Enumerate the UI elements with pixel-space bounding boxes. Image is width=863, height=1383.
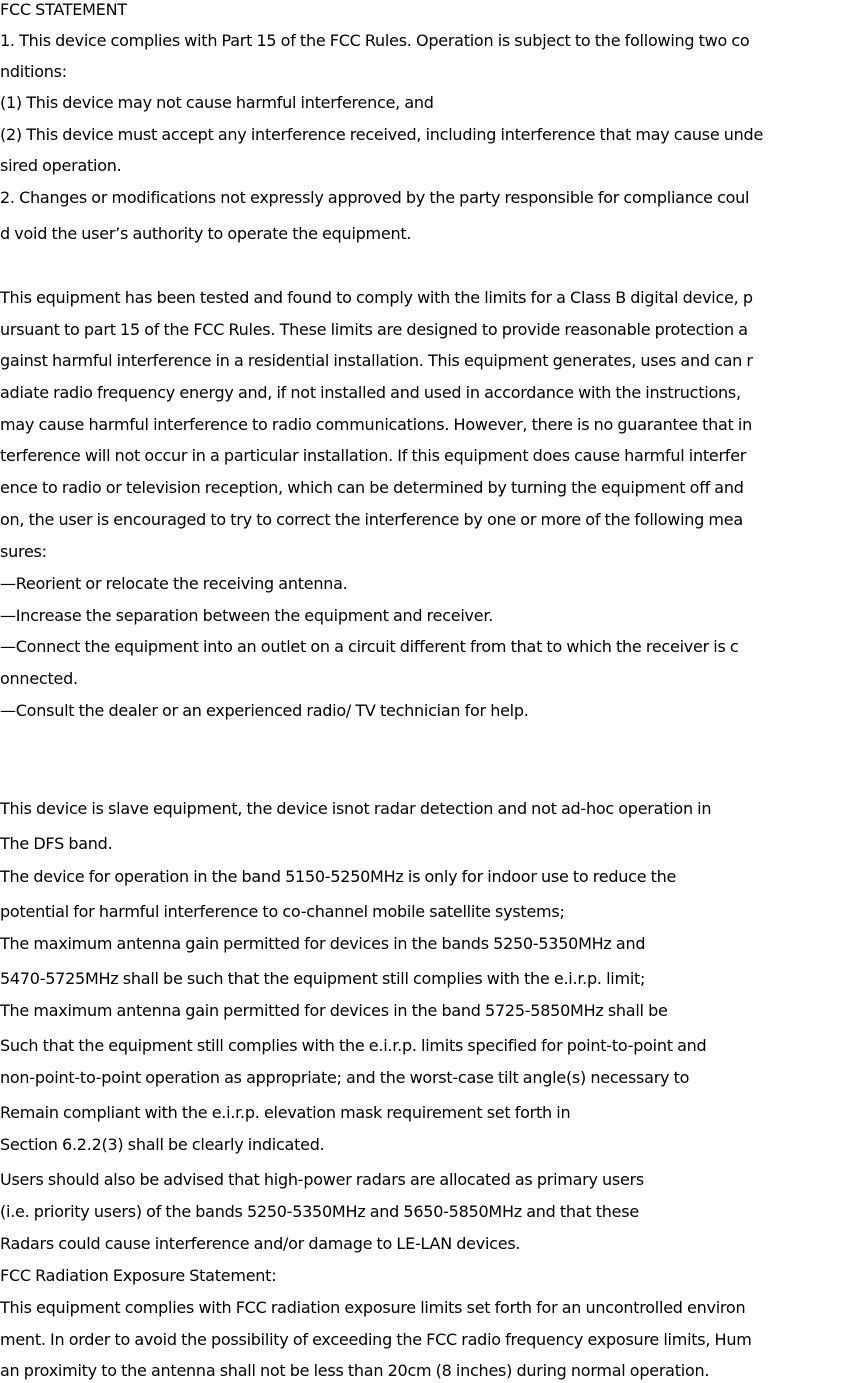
section2-measure-item: —Reorient or relocate the receiving antenna. (0, 574, 348, 593)
section1-item2-line2: d void the user’s authority to operate the equipment. (0, 224, 412, 243)
section3-line: The device for operation in the band 5150-5250MHz is only for indoor use to reduce the (0, 867, 677, 886)
section3-line: non-point-to-point operation as appropriate; and the worst-case tilt angle(s) necessary to (0, 1068, 690, 1087)
section2-line: ursuant to part 15 of the FCC Rules. These limits are designed to provide reasonable protection a (0, 320, 748, 339)
section1-item2-line1: 2. Changes or modifications not expressly approved by the party responsible for compliance coul (0, 188, 750, 207)
section3-line: Such that the equipment still complies with the e.i.r.p. limits specified for point-to-point and (0, 1036, 707, 1055)
section3-line: Users should also be advised that high-power radars are allocated as primary users (0, 1170, 645, 1189)
section2-line: This equipment has been tested and found to comply with the limits for a Class B digital device, p (0, 288, 753, 307)
section3-line: 5470-5725MHz shall be such that the equipment still complies with the e.i.r.p. limit; (0, 969, 646, 988)
section3-line: Remain compliant with the e.i.r.p. elevation mask requirement set forth in (0, 1103, 571, 1122)
radiation-exposure-line: This equipment complies with FCC radiation exposure limits set forth for an uncontrolled environ (0, 1298, 746, 1317)
section3-line: Radars could cause interference and/or damage to LE-LAN devices. (0, 1234, 521, 1253)
section3-line: The DFS band. (0, 834, 113, 853)
section3-line: The maximum antenna gain permitted for devices in the band 5725-5850MHz shall be (0, 1001, 668, 1020)
section3-line: potential for harmful interference to co-channel mobile satellite systems; (0, 902, 565, 921)
section2-line: terference will not occur in a particular installation. If this equipment does cause harmful interfer (0, 446, 747, 465)
section2-line: on, the user is encouraged to try to correct the interference by one or more of the following mea (0, 510, 743, 529)
section2-line: sures: (0, 542, 47, 561)
radiation-exposure-title: FCC Radiation Exposure Statement: (0, 1266, 277, 1285)
section1-item1-line2: nditions: (0, 62, 67, 81)
section2-measure-item: —Connect the equipment into an outlet on a circuit different from that to which the receiver is c (0, 637, 739, 656)
section1-condition2-line1: (2) This device must accept any interference received, including interference that may cause unde (0, 125, 764, 144)
section2-measure-item: —Increase the separation between the equipment and receiver. (0, 606, 494, 625)
document-heading: FCC STATEMENT (0, 0, 127, 19)
radiation-exposure-line: an proximity to the antenna shall not be less than 20cm (8 inches) during normal operation. (0, 1361, 710, 1380)
section2-line: adiate radio frequency energy and, if not installed and used in accordance with the instructions, (0, 383, 741, 402)
section2-line: gainst harmful interference in a residential installation. This equipment generates, uses and can r (0, 351, 753, 370)
section2-line: may cause harmful interference to radio communications. However, there is no guarantee that in (0, 415, 752, 434)
section1-condition2-line2: sired operation. (0, 156, 122, 175)
section2-measure-item: —Consult the dealer or an experienced radio/ TV technician for help. (0, 701, 529, 720)
section3-line: Section 6.2.2(3) shall be clearly indicated. (0, 1135, 325, 1154)
section3-line: (i.e. priority users) of the bands 5250-5350MHz and 5650-5850MHz and that these (0, 1202, 639, 1221)
section1-item1-line1: 1. This device complies with Part 15 of the FCC Rules. Operation is subject to the following two co (0, 31, 750, 50)
section1-condition1: (1) This device may not cause harmful interference, and (0, 93, 434, 112)
section3-line: The maximum antenna gain permitted for devices in the bands 5250-5350MHz and (0, 934, 646, 953)
section2-measure-item: onnected. (0, 669, 78, 688)
radiation-exposure-line: ment. In order to avoid the possibility of exceeding the FCC radio frequency exposure limits, Hum (0, 1330, 752, 1349)
section2-line: ence to radio or television reception, which can be determined by turning the equipment off and (0, 478, 744, 497)
section3-line: This device is slave equipment, the device isnot radar detection and not ad-hoc operation in (0, 799, 712, 818)
